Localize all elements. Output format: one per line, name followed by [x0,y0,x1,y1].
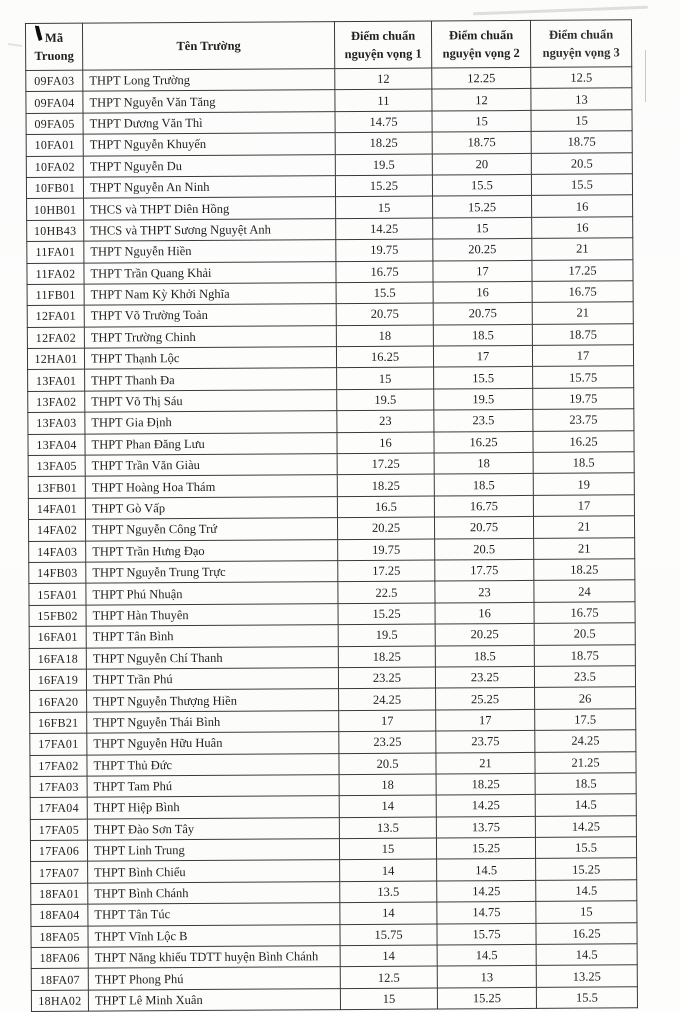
school-name: THPT Nam Kỳ Khởi Nghĩa [84,283,336,306]
header-school-name: Tên Trường [82,22,334,71]
header-score-nv2: Điểm chuẩn nguyện vọng 2 [431,20,530,68]
score-nv1: 15.25 [338,603,435,625]
school-name: THPT Thủ Đức [87,753,339,776]
score-nv2: 12.25 [432,67,531,89]
school-code: 17FA04 [30,797,87,819]
school-code: 16FA18 [29,648,86,670]
header-score-nv3: Điểm chuẩn nguyện vọng 3 [530,20,631,68]
school-name: THPT Trần Phú [86,668,338,691]
school-code: 18FA05 [31,926,88,948]
score-nv1: 16 [337,432,434,454]
school-code: 14FA03 [29,541,86,563]
school-code: 10FA02 [26,156,83,178]
school-name: THPT Nguyễn Du [83,154,335,177]
school-name: THPT Nguyễn Công Trứ [85,518,337,541]
school-code: 10HB01 [27,199,84,221]
score-nv1: 12.5 [340,966,437,988]
school-name: THPT Nguyễn Thượng Hiền [87,689,339,712]
score-nv2: 15 [433,217,532,239]
score-nv1: 18.25 [337,474,434,496]
score-nv1: 18.25 [335,132,432,154]
school-name: THPT Thanh Đa [85,368,337,391]
school-code: 17FA03 [30,776,87,798]
score-nv2: 18.5 [433,324,532,346]
pen-mark-artifact [33,26,43,42]
score-nv3: 15.75 [533,366,634,388]
score-nv3: 15.5 [536,987,637,1009]
score-nv1: 20.5 [339,753,436,775]
score-nv3: 20.5 [531,152,632,174]
score-nv3: 21.25 [535,751,636,773]
score-nv3: 15.25 [536,858,637,880]
score-nv1: 22.5 [338,581,435,603]
score-nv3: 18.75 [534,644,635,666]
score-nv3: 17.5 [535,709,636,731]
score-nv3: 18.5 [535,773,636,795]
school-code: 16FA01 [29,626,86,648]
score-nv3: 18.25 [534,559,635,581]
school-name: THPT Hoàng Hoa Thám [85,475,337,498]
school-name: THPT Nguyễn Trung Trực [86,561,338,584]
score-nv2: 14.5 [437,944,536,966]
school-code: 18FA06 [31,947,88,969]
score-nv2: 17 [433,260,532,282]
school-name: THPT Tân Bình [86,625,338,648]
score-nv3: 18.75 [532,323,633,345]
score-nv3: 26 [535,687,636,709]
score-nv2: 20.75 [433,303,532,325]
school-name: THPT Nguyễn Thái Bình [87,710,339,733]
school-code: 10HB43 [27,220,84,242]
score-nv3: 13 [531,88,632,110]
score-nv2: 14.5 [437,859,536,881]
score-nv1: 14 [340,945,437,967]
score-nv3: 14.5 [536,880,637,902]
score-nv2: 18 [434,452,533,474]
score-nv1: 13.5 [340,881,437,903]
score-nv2: 18.5 [434,474,533,496]
score-nv1: 17 [339,710,436,732]
score-nv3: 14.5 [536,944,637,966]
score-nv1: 17.25 [338,560,435,582]
score-nv2: 15.25 [437,987,536,1009]
score-nv2: 16 [433,281,532,303]
score-nv1: 24.25 [339,688,436,710]
score-nv3: 19 [533,473,634,495]
admission-score-table [25,19,637,1012]
score-nv2: 15.75 [437,923,536,945]
score-nv2: 17.75 [435,559,534,581]
score-nv2: 16.75 [434,495,533,517]
score-nv2: 14.25 [436,795,535,817]
school-name: THPT Long Trường [83,69,335,92]
score-nv3: 20.5 [534,623,635,645]
school-name: THPT Phong Phú [88,967,340,990]
school-name: THPT Nguyễn Khuyến [83,133,335,156]
score-nv1: 18.25 [338,646,435,668]
school-name: THPT Võ Trường Toản [84,304,336,327]
school-name: THCS và THPT Diên Hồng [84,197,336,220]
score-nv2: 14.25 [437,880,536,902]
header-school-code: Mã Truong [25,23,82,70]
score-nv2: 20.5 [435,538,534,560]
school-name: THPT Nguyễn Chí Thanh [86,646,338,669]
score-nv2: 20.25 [433,239,532,261]
school-code: 17FA05 [30,819,87,841]
school-name: THPT Bình Chiểu [88,860,340,883]
school-name: THPT Thạnh Lộc [84,347,336,370]
score-nv3: 18.75 [531,131,632,153]
school-name: THPT Võ Thị Sáu [85,389,337,412]
school-name: THPT Phú Nhuận [86,582,338,605]
scan-edge-artifact [645,50,646,102]
school-code: 10FB01 [26,177,83,199]
score-nv2: 12 [432,89,531,111]
score-nv1: 16.75 [336,261,433,283]
school-code: 13FA04 [28,434,85,456]
score-nv1: 14 [340,859,437,881]
score-nv3: 16.25 [536,922,637,944]
score-nv2: 13 [437,966,536,988]
score-nv2: 13.75 [436,816,535,838]
school-name: THPT Vĩnh Lộc B [88,924,340,947]
score-nv1: 18 [336,325,433,347]
score-nv1: 15 [339,838,436,860]
score-nv3: 15.5 [535,837,636,859]
school-code: 13FA03 [28,412,85,434]
school-code: 17FA06 [30,840,87,862]
score-nv1: 23.25 [339,731,436,753]
header-row [25,20,631,71]
score-nv3: 16 [532,195,633,217]
school-code: 17FA02 [30,755,87,777]
score-nv3: 17 [532,345,633,367]
school-code: 18FA01 [31,883,88,905]
school-code: 11FA02 [27,263,84,285]
score-nv2: 23.25 [435,666,534,688]
score-nv1: 14.75 [335,111,432,133]
score-nv3: 24.25 [535,730,636,752]
score-nv3: 15 [536,901,637,923]
school-name: THPT Trần Quang Khải [84,261,336,284]
school-code: 16FB21 [30,712,87,734]
score-nv2: 15.25 [436,837,535,859]
school-code: 09FA04 [26,92,83,114]
score-nv1: 15 [337,367,434,389]
score-nv1: 17.25 [337,453,434,475]
score-nv1: 13.5 [339,817,436,839]
score-nv3: 13.25 [536,965,637,987]
school-name: THPT Trường Chinh [84,325,336,348]
score-nv1: 19.5 [337,389,434,411]
score-nv1: 19.75 [338,539,435,561]
school-code: 14FA02 [28,519,85,541]
school-code: 09FA03 [26,70,83,92]
score-nv1: 19.5 [338,624,435,646]
school-code: 14FB03 [29,562,86,584]
score-nv3: 12.5 [531,67,632,89]
score-nv3: 19.75 [533,388,634,410]
school-name: THPT Linh Trung [87,839,339,862]
score-nv1: 15 [336,196,433,218]
school-code: 15FB02 [29,605,86,627]
score-nv1: 23 [337,410,434,432]
header-score-nv1: Điểm chuẩn nguyện vọng 1 [334,21,431,69]
school-code: 10FA01 [26,134,83,156]
school-code: 09FA05 [26,113,83,135]
school-name: THPT Hiệp Bình [87,796,339,819]
school-code: 18FA07 [31,969,88,991]
score-table-body [26,67,638,1012]
school-name: THCS và THPT Sương Nguyệt Anh [84,218,336,241]
score-nv3: 23.75 [533,409,634,431]
school-name: THPT Dương Văn Thì [83,111,335,134]
school-name: THPT Trần Văn Giàu [85,454,337,477]
score-nv2: 20.75 [434,517,533,539]
score-nv2: 23 [435,581,534,603]
school-name: THPT Nguyễn Văn Tăng [83,90,335,113]
score-nv2: 18.5 [435,645,534,667]
score-nv2: 15.25 [433,196,532,218]
score-nv1: 12 [335,68,432,90]
score-nv3: 16 [532,217,633,239]
score-nv1: 18 [339,774,436,796]
score-nv1: 19.5 [335,154,432,176]
school-name: THPT Đào Sơn Tây [87,817,339,840]
school-code: 13FA02 [28,391,85,413]
score-nv3: 16.25 [533,430,634,452]
score-nv3: 15.5 [531,174,632,196]
school-name: THPT Nguyễn Hữu Huân [87,732,339,755]
school-name: THPT Năng khiếu TDTT huyện Bình Chánh [88,946,340,969]
score-nv2: 16 [435,602,534,624]
school-name: THPT Tam Phú [87,775,339,798]
score-nv3: 23.5 [534,666,635,688]
score-nv2: 18.25 [436,773,535,795]
school-name: THPT Trần Hưng Đạo [86,539,338,562]
score-nv3: 21 [532,302,633,324]
school-code: 16FA20 [30,690,87,712]
score-nv2: 25.25 [436,688,535,710]
school-code: 12FA01 [27,305,84,327]
school-name: THPT Tân Túc [88,903,340,926]
score-nv1: 19.75 [336,239,433,261]
school-code: 16FA19 [29,669,86,691]
school-name: THPT Nguyễn Hiền [84,240,336,263]
school-name: THPT Bình Chánh [88,881,340,904]
scan-streak-artifact [473,6,648,16]
score-nv3: 14.25 [535,815,636,837]
score-nv2: 23.5 [434,410,533,432]
score-nv3: 16.75 [532,281,633,303]
score-nv3: 15 [531,110,632,132]
score-nv2: 14.75 [437,902,536,924]
school-code: 12HA01 [27,348,84,370]
school-name: THPT Phan Đăng Lưu [85,432,337,455]
school-code: 17FA01 [30,733,87,755]
score-nv2: 23.75 [436,731,535,753]
score-nv3: 17 [533,495,634,517]
score-nv3: 21 [534,537,635,559]
score-nv3: 21 [532,238,633,260]
school-name: THPT Lê Minh Xuân [88,988,340,1011]
score-table [25,19,638,1012]
school-name: THPT Gia Định [85,411,337,434]
score-nv1: 20.75 [336,303,433,325]
school-code: 13FB01 [28,477,85,499]
score-nv1: 23.25 [338,667,435,689]
score-nv3: 16.75 [534,602,635,624]
score-nv1: 14.25 [336,218,433,240]
scan-streak-artifact [8,43,22,47]
score-nv1: 16.25 [336,346,433,368]
score-nv1: 15 [340,988,437,1010]
school-name: THPT Gò Vấp [85,496,337,519]
score-nv1: 14 [339,795,436,817]
score-nv1: 14 [340,902,437,924]
score-nv3: 21 [533,516,634,538]
score-nv2: 15.5 [434,367,533,389]
table-row [31,987,637,1012]
score-nv2: 20 [432,153,531,175]
score-nv2: 20.25 [435,624,534,646]
score-nv1: 16.5 [337,496,434,518]
score-nv3: 24 [534,580,635,602]
school-code: 15FA01 [29,584,86,606]
school-name: THPT Nguyễn An Ninh [83,176,335,199]
score-nv2: 17 [436,709,535,731]
score-nv2: 19.5 [434,388,533,410]
score-nv3: 14.5 [535,794,636,816]
school-code: 17FA07 [31,862,88,884]
school-code: 12FA02 [27,327,84,349]
score-nv3: 18.5 [533,452,634,474]
school-code: 18HA02 [31,990,88,1012]
score-nv1: 15.75 [340,924,437,946]
school-code: 14FA01 [28,498,85,520]
school-code: 13FA05 [28,455,85,477]
score-nv1: 15.25 [335,175,432,197]
score-nv1: 15.5 [336,282,433,304]
score-nv2: 15 [432,110,531,132]
score-nv2: 15.5 [432,174,531,196]
school-code: 13FA01 [28,370,85,392]
score-nv2: 21 [436,752,535,774]
school-name: THPT Hàn Thuyên [86,603,338,626]
school-code: 11FB01 [27,284,84,306]
score-nv2: 17 [433,346,532,368]
score-nv1: 20.25 [337,517,434,539]
score-nv3: 17.25 [532,259,633,281]
school-code: 18FA04 [31,904,88,926]
school-code: 11FA01 [27,241,84,263]
score-nv1: 11 [335,89,432,111]
score-table-header [25,20,631,71]
score-nv2: 18.75 [432,132,531,154]
score-nv2: 16.25 [434,431,533,453]
